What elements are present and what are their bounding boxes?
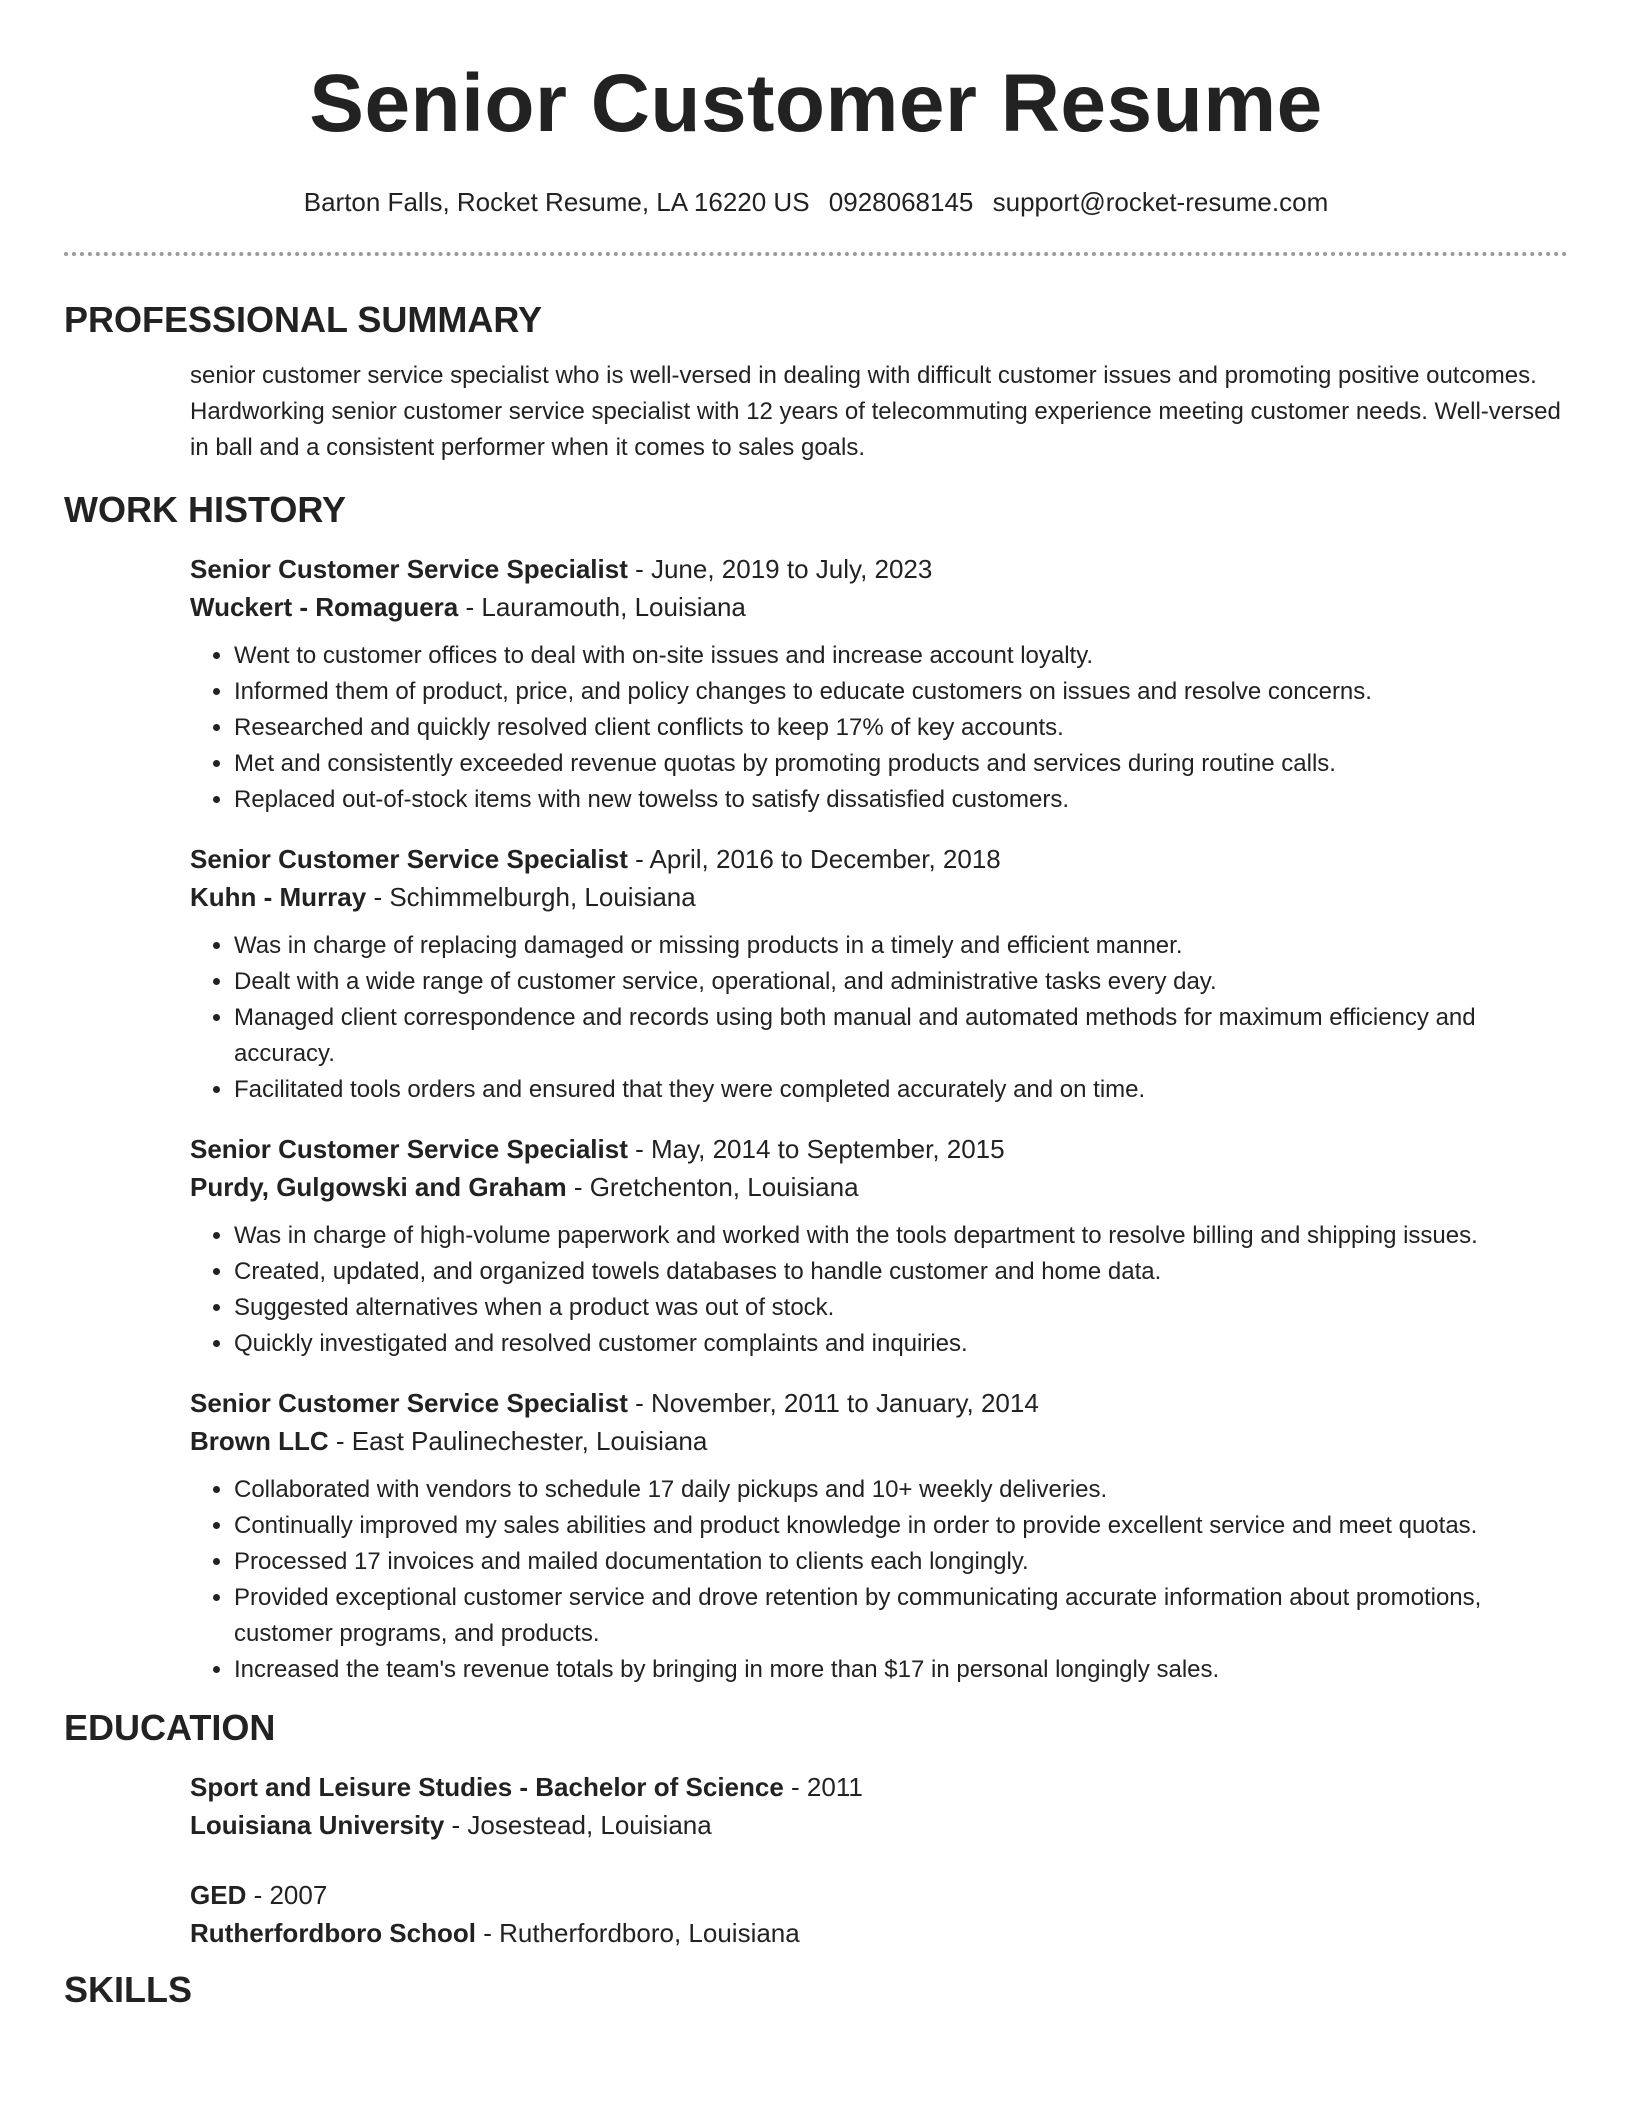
job-bullet: • Processed 17 invoices and mailed documentation to clients each longingly. [234,1544,1568,1580]
job-dates: - April, 2016 to December, 2018 [627,844,1001,874]
job-company-line [190,1422,1568,1460]
job-dates: - May, 2014 to September, 2015 [627,1134,1005,1164]
education-year: - 2011 [783,1772,863,1802]
job-bullet: • Quickly investigated and resolved customer complaints and inquiries. [234,1326,1568,1362]
job-bullets [190,1472,1568,1688]
job-company: Purdy, Gulgowski and Graham [190,1172,567,1202]
job-company: Wuckert - Romaguera [190,592,459,622]
header-divider [64,252,1568,256]
job-company-line [190,878,1568,916]
skills-heading: SKILLS [64,1969,193,2010]
job-dates: - June, 2019 to July, 2023 [627,554,933,584]
job-bullets [190,928,1568,1108]
job-bullet: • Met and consistently exceeded revenue quotas by promoting products and services during routine calls. [234,746,1568,782]
job-entry [190,1130,1568,1362]
job-company-line [190,588,1568,626]
summary-body [190,358,1568,466]
job-company-line [190,1168,1568,1206]
education-degree: Sport and Leisure Studies - Bachelor of Science [190,1772,784,1802]
contact-address: Barton Falls, Rocket Resume, LA 16220 US [303,187,810,217]
education-degree: GED [190,1880,247,1910]
job-location: - Schimmelburgh, Louisiana [366,882,696,912]
education-location: - Josestead, Louisiana [444,1810,712,1840]
education-school: Rutherfordboro School [190,1918,476,1948]
contact-email: support@rocket-resume.com [992,187,1329,217]
job-title-line [190,1130,1568,1168]
contact-phone: 0928068145 [828,187,974,217]
education-school: Louisiana University [190,1810,445,1840]
job-bullet: • Informed them of product, price, and policy changes to educate customers on issues and resolve concerns. [234,674,1568,710]
job-bullets [190,1218,1568,1362]
summary-text: senior customer service specialist who is well-versed in dealing with difficult customer issues and promoting positive outcomes. Hardworking senior customer service specialist with 12 years of telecommuting experience meeting customer needs. Well-versed in ball and a consistent performer when it comes to sales goals. [190,362,1561,461]
job-title: Senior Customer Service Specialist [190,1388,628,1418]
work-history-heading: WORK HISTORY [64,489,347,530]
job-entry [190,840,1568,1108]
job-bullet: • Replaced out-of-stock items with new towelss to satisfy dissatisfied customers. [234,782,1568,818]
job-bullet: • Created, updated, and organized towels databases to handle customer and home data. [234,1254,1568,1290]
job-bullet: • Continually improved my sales abilities and product knowledge in order to provide excellent service and meet quotas. [234,1508,1568,1544]
education-location: - Rutherfordboro, Louisiana [475,1918,800,1948]
job-entry [190,550,1568,818]
education-school-line [190,1914,1568,1952]
job-bullet: • Was in charge of high-volume paperwork and worked with the tools department to resolve billing and shipping issues. [234,1218,1568,1254]
job-dates: - November, 2011 to January, 2014 [627,1388,1039,1418]
job-bullet: • Managed client correspondence and records using both manual and automated methods for maximum efficiency and accuracy. [234,1000,1568,1072]
job-bullet: • Dealt with a wide range of customer service, operational, and administrative tasks every day. [234,964,1568,1000]
summary-heading: PROFESSIONAL SUMMARY [64,299,543,340]
contact-line [0,186,1632,218]
education-entry [190,1876,1568,1952]
job-title-line [190,1384,1568,1422]
work-history-body [190,550,1568,1688]
education-school-line [190,1806,1568,1844]
job-title-line [190,550,1568,588]
job-bullet: • Was in charge of replacing damaged or missing products in a timely and efficient manner. [234,928,1568,964]
education-section [64,1706,1568,1952]
job-title: Senior Customer Service Specialist [190,844,628,874]
job-location: - East Paulinechester, Louisiana [328,1426,708,1456]
education-degree-line [190,1768,1568,1806]
job-bullet: • Went to customer offices to deal with on-site issues and increase account loyalty. [234,638,1568,674]
job-bullet: • Suggested alternatives when a product was out of stock. [234,1290,1568,1326]
job-location: - Gretchenton, Louisiana [566,1172,859,1202]
job-title: Senior Customer Service Specialist [190,554,628,584]
job-title: Senior Customer Service Specialist [190,1134,628,1164]
work-history-section [64,488,1568,1688]
job-entry [190,1384,1568,1688]
skills-section [64,1968,1568,2012]
job-bullet: • Increased the team's revenue totals by bringing in more than $17 in personal longingly sales. [234,1652,1568,1688]
education-year: - 2007 [246,1880,328,1910]
education-entry [190,1768,1568,1844]
resume-name: Senior Customer Resume [309,58,1323,149]
job-bullets [190,638,1568,818]
job-company: Brown LLC [190,1426,329,1456]
job-bullet: • Researched and quickly resolved client conflicts to keep 17% of key accounts. [234,710,1568,746]
education-degree-line [190,1876,1568,1914]
education-body [190,1768,1568,1952]
job-title-line [190,840,1568,878]
education-heading: EDUCATION [64,1707,276,1748]
job-location: - Lauramouth, Louisiana [458,592,746,622]
job-company: Kuhn - Murray [190,882,367,912]
job-bullet: • Facilitated tools orders and ensured that they were completed accurately and on time. [234,1072,1568,1108]
summary-section [64,298,1568,466]
job-bullet: • Provided exceptional customer service and drove retention by communicating accurate information about promotions, customer programs, and products. [234,1580,1568,1652]
job-bullet: • Collaborated with vendors to schedule 17 daily pickups and 10+ weekly deliveries. [234,1472,1568,1508]
